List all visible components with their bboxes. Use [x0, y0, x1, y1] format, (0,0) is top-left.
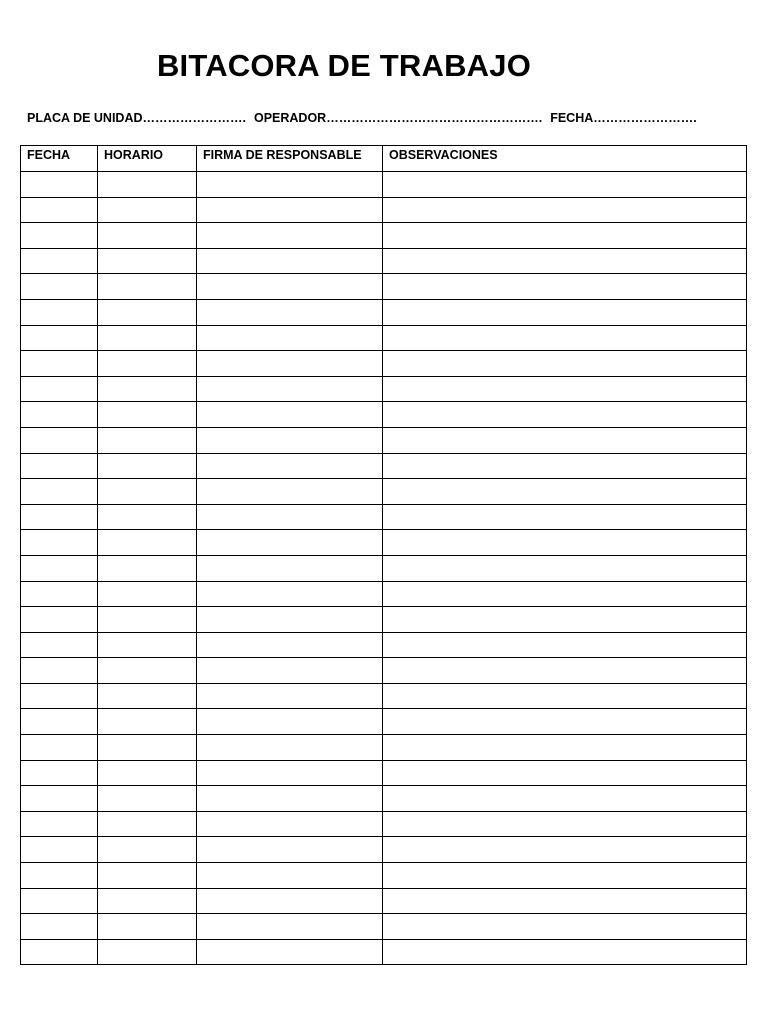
schedule-cell[interactable]	[98, 299, 197, 325]
observations-cell[interactable]	[383, 837, 747, 863]
table-row	[21, 376, 747, 402]
observations-cell[interactable]	[383, 325, 747, 351]
schedule-cell[interactable]	[98, 939, 197, 965]
observations-cell[interactable]	[383, 504, 747, 530]
observations-cell[interactable]	[383, 351, 747, 377]
schedule-cell[interactable]	[98, 325, 197, 351]
observations-cell[interactable]	[383, 427, 747, 453]
schedule-cell[interactable]	[98, 811, 197, 837]
observations-cell[interactable]	[383, 888, 747, 914]
date-cell[interactable]	[21, 939, 98, 965]
observations-cell[interactable]	[383, 299, 747, 325]
date-cell[interactable]	[21, 658, 98, 684]
observations-cell[interactable]	[383, 658, 747, 684]
table-row	[21, 197, 747, 223]
schedule-cell[interactable]	[98, 172, 197, 198]
table-row	[21, 811, 747, 837]
signature-cell[interactable]	[197, 581, 383, 607]
date-cell[interactable]	[21, 709, 98, 735]
signature-cell[interactable]	[197, 811, 383, 837]
observations-cell[interactable]	[383, 530, 747, 556]
date-field[interactable]: FECHA…………………….	[550, 111, 697, 125]
signature-cell[interactable]	[197, 402, 383, 428]
observations-cell[interactable]	[383, 709, 747, 735]
signature-cell[interactable]	[197, 939, 383, 965]
date-cell[interactable]	[21, 172, 98, 198]
unit-plate-field[interactable]: PLACA DE UNIDAD…………………….	[27, 111, 246, 125]
schedule-cell[interactable]	[98, 453, 197, 479]
date-cell[interactable]	[21, 632, 98, 658]
schedule-cell[interactable]	[98, 504, 197, 530]
signature-cell[interactable]	[197, 555, 383, 581]
table-row	[21, 172, 747, 198]
work-log-table	[20, 145, 747, 965]
date-cell[interactable]	[21, 914, 98, 940]
table-row	[21, 709, 747, 735]
observations-cell[interactable]	[383, 735, 747, 761]
column-header-schedule: HORARIO	[98, 146, 197, 172]
table-row	[21, 939, 747, 965]
signature-cell[interactable]	[197, 735, 383, 761]
schedule-cell[interactable]	[98, 658, 197, 684]
date-cell[interactable]	[21, 504, 98, 530]
signature-cell[interactable]	[197, 299, 383, 325]
table-row	[21, 837, 747, 863]
signature-cell[interactable]	[197, 709, 383, 735]
date-cell[interactable]	[21, 274, 98, 300]
schedule-cell[interactable]	[98, 376, 197, 402]
table-row	[21, 555, 747, 581]
date-cell[interactable]	[21, 683, 98, 709]
column-header-responsible-signature: FIRMA DE RESPONSABLE	[197, 146, 383, 172]
schedule-cell[interactable]	[98, 837, 197, 863]
signature-cell[interactable]	[197, 837, 383, 863]
schedule-cell[interactable]	[98, 632, 197, 658]
signature-cell[interactable]	[197, 786, 383, 812]
date-cell[interactable]	[21, 581, 98, 607]
signature-cell[interactable]	[197, 888, 383, 914]
date-cell[interactable]	[21, 402, 98, 428]
table-row	[21, 581, 747, 607]
signature-cell[interactable]	[197, 453, 383, 479]
header-fields	[27, 111, 697, 129]
signature-cell[interactable]	[197, 351, 383, 377]
table-row	[21, 453, 747, 479]
date-cell[interactable]	[21, 555, 98, 581]
schedule-cell[interactable]	[98, 479, 197, 505]
signature-cell[interactable]	[197, 863, 383, 889]
signature-cell[interactable]	[197, 658, 383, 684]
date-cell[interactable]	[21, 760, 98, 786]
table-row	[21, 299, 747, 325]
date-cell[interactable]	[21, 786, 98, 812]
table-row	[21, 274, 747, 300]
observations-cell[interactable]	[383, 607, 747, 633]
schedule-cell[interactable]	[98, 581, 197, 607]
date-cell[interactable]	[21, 479, 98, 505]
signature-cell[interactable]	[197, 172, 383, 198]
signature-cell[interactable]	[197, 530, 383, 556]
observations-cell[interactable]	[383, 402, 747, 428]
schedule-cell[interactable]	[98, 274, 197, 300]
table-row	[21, 760, 747, 786]
table-row	[21, 530, 747, 556]
date-cell[interactable]	[21, 427, 98, 453]
signature-cell[interactable]	[197, 479, 383, 505]
observations-cell[interactable]	[383, 811, 747, 837]
date-cell[interactable]	[21, 888, 98, 914]
table-row	[21, 607, 747, 633]
observations-cell[interactable]	[383, 453, 747, 479]
observations-cell[interactable]	[383, 760, 747, 786]
date-cell[interactable]	[21, 299, 98, 325]
signature-cell[interactable]	[197, 197, 383, 223]
table-body	[21, 172, 747, 965]
table-row	[21, 888, 747, 914]
table-row	[21, 325, 747, 351]
observations-cell[interactable]	[383, 223, 747, 249]
observations-cell[interactable]	[383, 376, 747, 402]
signature-cell[interactable]	[197, 274, 383, 300]
table-row	[21, 735, 747, 761]
date-cell[interactable]	[21, 735, 98, 761]
table-row	[21, 786, 747, 812]
schedule-cell[interactable]	[98, 197, 197, 223]
signature-cell[interactable]	[197, 248, 383, 274]
schedule-cell[interactable]	[98, 888, 197, 914]
table-row	[21, 248, 747, 274]
observations-cell[interactable]	[383, 786, 747, 812]
form-title: BITACORA DE TRABAJO	[156, 48, 532, 83]
table-row	[21, 658, 747, 684]
schedule-cell[interactable]	[98, 248, 197, 274]
schedule-cell[interactable]	[98, 555, 197, 581]
signature-cell[interactable]	[197, 760, 383, 786]
observations-cell[interactable]	[383, 581, 747, 607]
signature-cell[interactable]	[197, 504, 383, 530]
schedule-cell[interactable]	[98, 402, 197, 428]
table-row	[21, 683, 747, 709]
date-cell[interactable]	[21, 837, 98, 863]
date-cell[interactable]	[21, 376, 98, 402]
column-header-date: FECHA	[21, 146, 98, 172]
signature-cell[interactable]	[197, 914, 383, 940]
observations-cell[interactable]	[383, 197, 747, 223]
observations-cell[interactable]	[383, 863, 747, 889]
table-row	[21, 479, 747, 505]
signature-cell[interactable]	[197, 325, 383, 351]
schedule-cell[interactable]	[98, 735, 197, 761]
schedule-cell[interactable]	[98, 607, 197, 633]
table-row	[21, 863, 747, 889]
operator-field[interactable]: OPERADOR…………………………………………….	[253, 111, 543, 125]
signature-cell[interactable]	[197, 607, 383, 633]
schedule-cell[interactable]	[98, 223, 197, 249]
schedule-cell[interactable]	[98, 760, 197, 786]
date-cell[interactable]	[21, 197, 98, 223]
signature-cell[interactable]	[197, 632, 383, 658]
table-header-row	[21, 146, 747, 172]
table-row	[21, 632, 747, 658]
date-cell[interactable]	[21, 351, 98, 377]
schedule-cell[interactable]	[98, 427, 197, 453]
schedule-cell[interactable]	[98, 530, 197, 556]
observations-cell[interactable]	[383, 479, 747, 505]
observations-cell[interactable]	[383, 939, 747, 965]
date-cell[interactable]	[21, 453, 98, 479]
schedule-cell[interactable]	[98, 914, 197, 940]
date-cell[interactable]	[21, 811, 98, 837]
table-row	[21, 504, 747, 530]
schedule-cell[interactable]	[98, 351, 197, 377]
date-cell[interactable]	[21, 863, 98, 889]
table-row	[21, 427, 747, 453]
table-row	[21, 914, 747, 940]
date-cell[interactable]	[21, 223, 98, 249]
observations-cell[interactable]	[383, 555, 747, 581]
signature-cell[interactable]	[197, 427, 383, 453]
observations-cell[interactable]	[383, 274, 747, 300]
date-cell[interactable]	[21, 607, 98, 633]
date-cell[interactable]	[21, 325, 98, 351]
schedule-cell[interactable]	[98, 683, 197, 709]
table-row	[21, 402, 747, 428]
column-header-observations: OBSERVACIONES	[383, 146, 747, 172]
signature-cell[interactable]	[197, 376, 383, 402]
observations-cell[interactable]	[383, 632, 747, 658]
schedule-cell[interactable]	[98, 709, 197, 735]
observations-cell[interactable]	[383, 172, 747, 198]
observations-cell[interactable]	[383, 683, 747, 709]
table-row	[21, 223, 747, 249]
schedule-cell[interactable]	[98, 863, 197, 889]
date-cell[interactable]	[21, 530, 98, 556]
observations-cell[interactable]	[383, 248, 747, 274]
signature-cell[interactable]	[197, 683, 383, 709]
table-row	[21, 351, 747, 377]
date-cell[interactable]	[21, 248, 98, 274]
signature-cell[interactable]	[197, 223, 383, 249]
schedule-cell[interactable]	[98, 786, 197, 812]
observations-cell[interactable]	[383, 914, 747, 940]
